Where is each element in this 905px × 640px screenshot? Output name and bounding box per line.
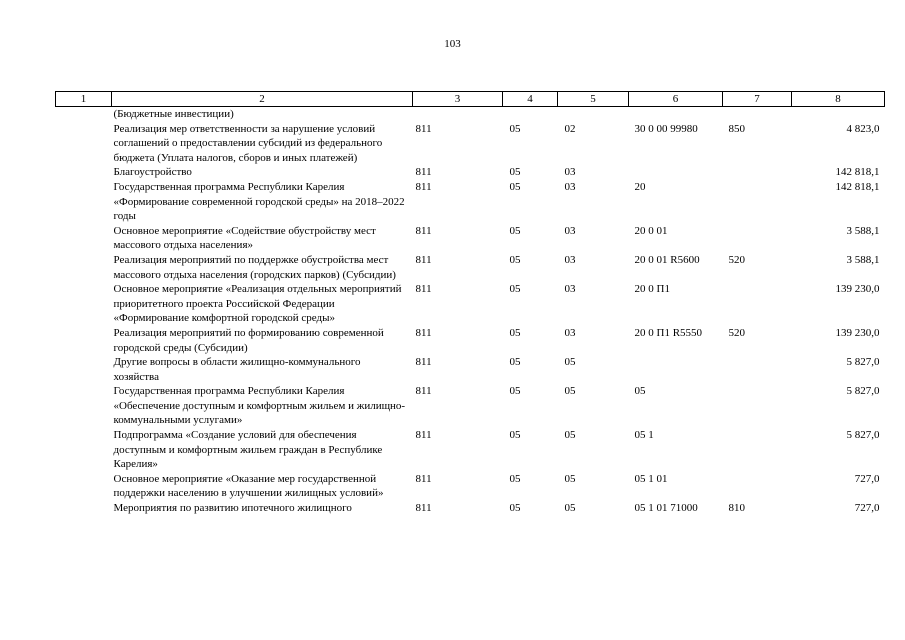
expense-type-code-cell: [723, 282, 792, 326]
table-row: [56, 180, 885, 224]
expense-type-code-cell: 520: [728, 253, 745, 266]
section-code-cell: [503, 107, 558, 122]
table-row: [56, 253, 885, 282]
amount-cell: 5 827,0: [846, 385, 880, 398]
table-row: [56, 384, 885, 428]
item-name-cell: Основное мероприятие «Содействие обустройству мест массового отдыха населения»: [113, 224, 376, 252]
target-article-code-cell: [629, 165, 723, 180]
row-number-cell: [56, 122, 112, 166]
target-article-code-cell: 05: [634, 385, 646, 398]
expense-type-code-cell: 520: [728, 326, 745, 339]
subsection-code-cell: 05: [564, 502, 576, 515]
amount-cell: 3 588,1: [846, 224, 880, 237]
amount-cell: 5 827,0: [846, 356, 880, 369]
ministry-code-cell: 811: [415, 472, 432, 485]
budget-table: [55, 91, 885, 516]
subsection-code-cell: 03: [564, 283, 576, 296]
item-name-cell: Подпрограмма «Создание условий для обеспечения доступным и комфортным жильем граждан в Республике Карелия»: [113, 429, 383, 471]
ministry-code-cell: 811: [415, 429, 432, 442]
row-number-cell: [56, 428, 112, 472]
ministry-code-cell: 811: [415, 224, 432, 237]
table-row: [56, 122, 885, 166]
row-number-cell: [56, 165, 112, 180]
target-article-code-cell: 20 0 01 R5600: [634, 253, 700, 266]
table-row: [56, 107, 885, 122]
amount-cell: [792, 107, 885, 122]
column-header-2: 2: [112, 92, 413, 107]
section-code-cell: 05: [509, 283, 521, 296]
target-article-code-cell: 30 0 00 99980: [634, 122, 698, 135]
expense-type-code-cell: 850: [728, 122, 745, 135]
section-code-cell: 05: [509, 385, 521, 398]
item-name-cell: Реализация мер ответственности за нарушение условий соглашений о предоставлении субсидий из федерального бюджета (Уплата налогов, сборов и иных платежей): [113, 122, 383, 164]
column-header-4: 4: [503, 92, 558, 107]
table-row: [56, 224, 885, 253]
table-row: [56, 501, 885, 516]
target-article-code-cell: 05 1 01: [634, 472, 668, 485]
row-number-cell: [56, 384, 112, 428]
expense-type-code-cell: [723, 428, 792, 472]
column-header-5: 5: [558, 92, 629, 107]
row-number-cell: [56, 282, 112, 326]
column-header-3: 3: [413, 92, 503, 107]
column-header-1: 1: [56, 92, 112, 107]
subsection-code-cell: 03: [564, 326, 576, 339]
section-code-cell: 05: [509, 166, 521, 179]
table-row: [56, 165, 885, 180]
ministry-code-cell: 811: [415, 326, 432, 339]
target-article-code-cell: 20 0 01: [634, 224, 668, 237]
expense-type-code-cell: [723, 384, 792, 428]
item-name-cell: Государственная программа Республики Карелия «Формирование современной городской среды» на 2018–2022 годы: [113, 180, 405, 223]
row-number-cell: [56, 326, 112, 355]
subsection-code-cell: 03: [564, 166, 576, 179]
subsection-code-cell: 02: [564, 122, 576, 135]
target-article-code-cell: 05 1 01 71000: [634, 502, 698, 515]
ministry-code-cell: 811: [415, 356, 432, 369]
expense-type-code-cell: [723, 224, 792, 253]
ministry-code-cell: 811: [415, 180, 432, 193]
expense-type-code-cell: [723, 165, 792, 180]
row-number-cell: [56, 501, 112, 516]
ministry-code-cell: 811: [415, 502, 432, 515]
expense-type-code-cell: [723, 180, 792, 224]
ministry-code-cell: 811: [415, 166, 432, 179]
amount-cell: 5 827,0: [846, 429, 880, 442]
amount-cell: 139 230,0: [835, 326, 880, 339]
table-row: [56, 472, 885, 501]
section-code-cell: 05: [509, 502, 521, 515]
expense-type-code-cell: [723, 355, 792, 384]
table-row: [56, 326, 885, 355]
subsection-code-cell: 05: [564, 429, 576, 442]
section-code-cell: 05: [509, 326, 521, 339]
target-article-code-cell: 20 0 П1: [634, 283, 670, 296]
target-article-code-cell: 20 0 П1 R5550: [634, 326, 703, 339]
section-code-cell: 05: [509, 356, 521, 369]
column-header-8: 8: [792, 92, 885, 107]
amount-cell: 142 818,1: [835, 166, 880, 179]
target-article-code-cell: 20: [634, 180, 646, 193]
subsection-code-cell: [558, 107, 629, 122]
amount-cell: 4 823,0: [846, 122, 880, 135]
amount-cell: 727,0: [854, 502, 880, 515]
ministry-code-cell: [413, 107, 503, 122]
subsection-code-cell: 05: [564, 385, 576, 398]
item-name-cell: Основное мероприятие «Реализация отдельных мероприятий приоритетного проекта Российской Федерации «Формирование комфортной городской среды»: [113, 283, 402, 325]
item-name-cell: Реализация мероприятий по поддержке обустройства мест массового отдыха населения (городских парков) (Субсидии): [113, 253, 396, 281]
item-name-cell: Другие вопросы в области жилищно-коммунального хозяйства: [113, 356, 361, 383]
item-name-cell: Государственная программа Республики Карелия «Обеспечение доступным и комфортным жильем и жилищно-коммунальными услугами»: [113, 385, 406, 427]
table-row: [56, 355, 885, 384]
row-number-cell: [56, 472, 112, 501]
ministry-code-cell: 811: [415, 283, 432, 296]
row-number-cell: [56, 180, 112, 224]
section-code-cell: 05: [509, 429, 521, 442]
amount-cell: 3 588,1: [846, 253, 880, 266]
ministry-code-cell: 811: [415, 385, 432, 398]
item-name-cell: Благоустройство: [113, 166, 192, 179]
amount-cell: 727,0: [854, 472, 880, 485]
target-article-code-cell: [629, 355, 723, 384]
section-code-cell: 05: [509, 180, 521, 193]
row-number-cell: [56, 224, 112, 253]
column-header-7: 7: [723, 92, 792, 107]
item-name-cell: Основное мероприятие «Оказание мер государственной поддержки населению в улучшении жилищных условий»: [113, 472, 384, 500]
subsection-code-cell: 03: [564, 224, 576, 237]
amount-cell: 142 818,1: [835, 180, 880, 193]
subsection-code-cell: 03: [564, 180, 576, 193]
expense-type-code-cell: 810: [728, 502, 745, 515]
section-code-cell: 05: [509, 122, 521, 135]
ministry-code-cell: 811: [415, 122, 432, 135]
row-number-cell: [56, 253, 112, 282]
subsection-code-cell: 05: [564, 472, 576, 485]
subsection-code-cell: 05: [564, 356, 576, 369]
table-row: [56, 428, 885, 472]
row-number-cell: [56, 355, 112, 384]
section-code-cell: 05: [509, 472, 521, 485]
item-name-cell: Реализация мероприятий по формированию современной городской среды (Субсидии): [113, 326, 384, 354]
table-body: [56, 107, 885, 516]
target-article-code-cell: [629, 107, 723, 122]
column-header-6: 6: [629, 92, 723, 107]
target-article-code-cell: 05 1: [634, 429, 654, 442]
row-number-cell: [56, 107, 112, 122]
table-row: [56, 282, 885, 326]
section-code-cell: 05: [509, 253, 521, 266]
amount-cell: 139 230,0: [835, 283, 880, 296]
item-name-cell: Мероприятия по развитию ипотечного жилищного: [113, 502, 352, 515]
subsection-code-cell: 03: [564, 253, 576, 266]
item-name-cell: (Бюджетные инвестиции): [113, 108, 234, 120]
expense-type-code-cell: [723, 472, 792, 501]
section-code-cell: 05: [509, 224, 521, 237]
header-row: [56, 92, 885, 107]
expense-type-code-cell: [723, 107, 792, 122]
ministry-code-cell: 811: [415, 253, 432, 266]
page-number: 103: [444, 38, 461, 50]
